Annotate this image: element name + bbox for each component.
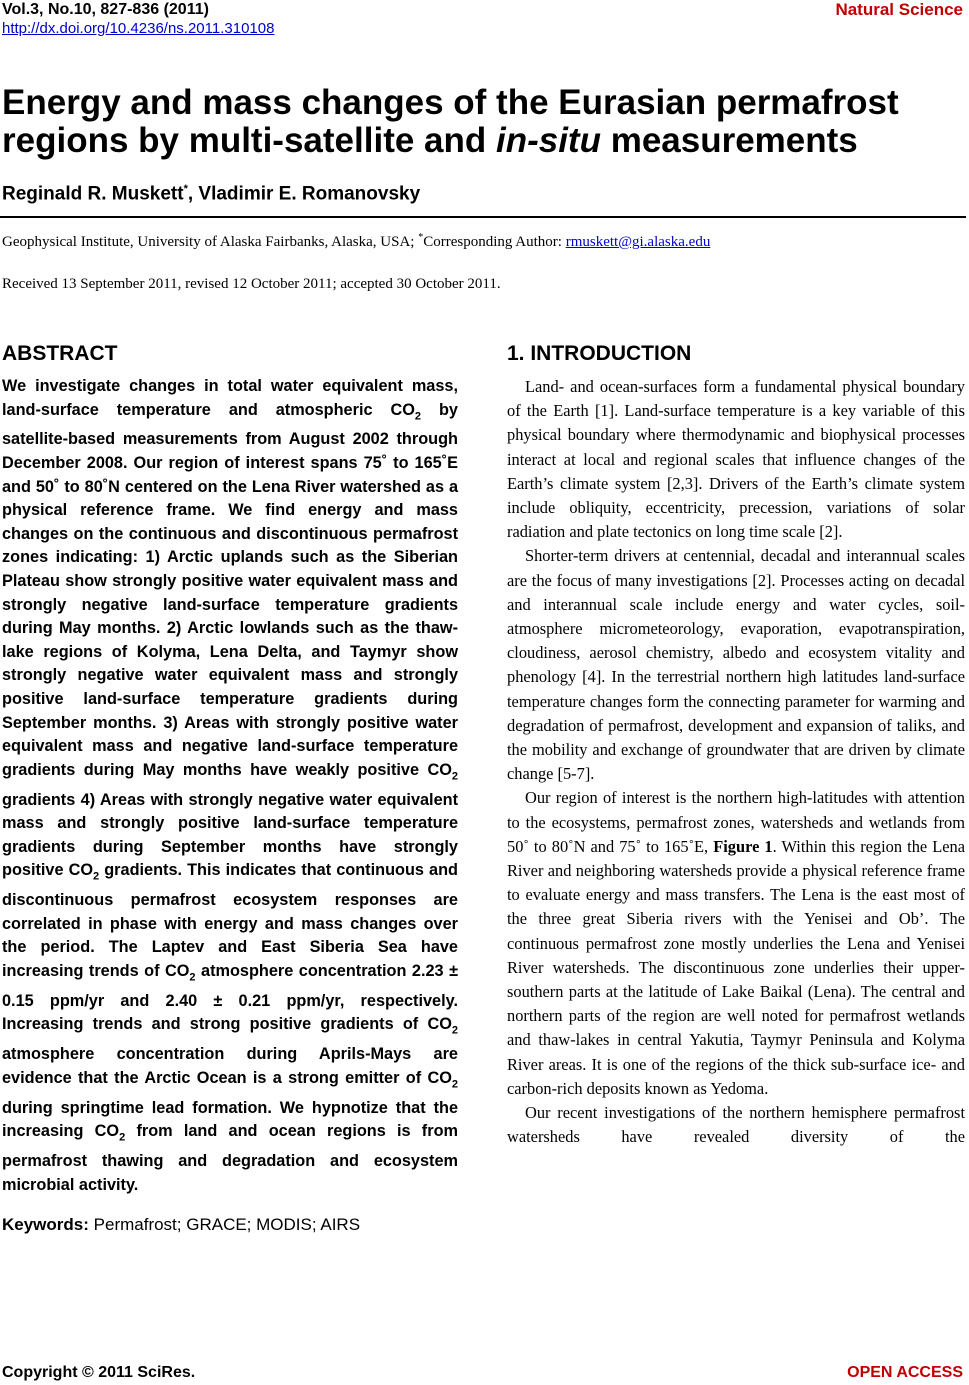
open-access-label: OPEN ACCESS <box>847 1364 963 1381</box>
introduction-column <box>507 342 965 1150</box>
subscript: 2 <box>414 409 422 422</box>
intro-paragraph-2: Shorter-term drivers at centennial, decadal and interannual scales are the focus of many investigations [2]. Processes acting on decadal and interannual scale include energy and water cycles, soil-atmosphere micrometeorology, evaporation, evapotranspiration, cloudiness, aerosol chemistry, albedo and ecosystem vitality and phenology [4]. In the terrestrial northern high latitudes land-surface temperature changes form the connecting parameter for warming and degradation of permafrost, development and expansion of taliks, and the mobility and exchange of groundwater that are driven by climate change [5-7]. <box>507 546 965 784</box>
abstract-segment: gradients. This indicates that continuous and discontinuous permafrost ecosystem responses are correlated in phase with energy and mass changes over the period. The Laptev and East Siberia Sea have increasing trends of CO <box>2 861 458 980</box>
keywords-text: Permafrost; GRACE; MODIS; AIRS <box>88 1215 361 1235</box>
abstract-segment: from land and ocean regions is from permafrost thawing and degradation and ecosystem microbial activity. <box>2 1122 458 1194</box>
title-part2: measurements <box>600 121 858 160</box>
abstract-segment: We investigate changes in total water equivalent mass, land-surface temperature and atmospheric CO <box>2 377 458 419</box>
abstract-segment: atmosphere concentration during Aprils-Mays are evidence that the Arctic Ocean is a strong emitter of CO <box>2 1045 458 1087</box>
abstract-text <box>2 375 458 1197</box>
abstract-column <box>2 342 458 1235</box>
journal-name: Natural Science <box>835 0 963 19</box>
subscript: 2 <box>189 971 196 984</box>
introduction-heading: 1. INTRODUCTION <box>507 342 692 365</box>
intro-paragraph-4: Our recent investigations of the northern hemisphere permafrost watersheds have revealed diversity of the <box>507 1103 965 1147</box>
subscript: 2 <box>451 1078 458 1091</box>
email-link[interactable]: rmuskett@gi.alaska.edu <box>565 234 711 250</box>
title-divider <box>0 216 966 218</box>
copyright-notice: Copyright © 2011 SciRes. <box>2 1364 196 1381</box>
corresponding-label: Corresponding Author: <box>423 234 566 250</box>
abstract-segment: by satellite-based measurements from August 2002 through December 2008. Our region of interest spans 75˚ to 165˚E and 50˚ to 80˚N centered on the Lena River watershed as a physical reference frame. We find energy and mass changes on the continuous and discontinuous permafrost zones indicating: 1) Arctic uplands such as the Siberian Plateau show strongly positive water equivalent mass and strongly negative land-surface temperature gradients during May months. 2) Arctic lowlands such as the thaw-lake regions of Kolyma, Lena Delta, and Taymyr show strongly negative water equivalent mass and strongly positive land-surface temperature gradients during September months. 3) Areas with strongly positive water equivalent mass and negative land-surface temperature gradients during May months have weakly positive CO <box>2 400 458 779</box>
author-first: Reginald R. Muskett <box>2 183 184 205</box>
subscript: 2 <box>451 1024 458 1037</box>
paragraph-segment: . Within this region the Lena River and neighboring watersheds provide a physical reference frame to evaluate energy and mass transfers. The Lena is the east most of the three great Siberia rivers with the Yenisei and Ob’. The continuous permafrost zone mostly underlies the Lena and Yenisei River watersheds. The discontinuous zone underlies their upper-southern parts at the latitude of Lake Baikal (Lena). The central and northern parts of the region are well noted for permafrost wetlands and thaw-lakes in central Yakutia, Taymyr Peninsula and Kolyma River areas. It is one of the regions of the thick sub-surface ice- and carbon-rich deposits known as Yedoma. <box>507 836 965 1098</box>
abstract-segment: during springtime lead formation. We hypnotize that the increasing CO <box>2 1098 458 1141</box>
authors <box>2 183 420 205</box>
citation-text: Vol.3, No.10, 827-836 (2011) <box>2 1 209 18</box>
doi-link[interactable]: http://dx.doi.org/10.4236/ns.2011.310108 <box>2 20 275 37</box>
affiliation-text: Geophysical Institute, University of Alaska Fairbanks, Alaska, USA; <box>2 234 419 250</box>
title-part1: Energy and mass changes of the Eurasian permafrost regions by multi-satellite and <box>2 83 899 160</box>
author-rest: , Vladimir E. Romanovsky <box>187 183 421 205</box>
subscript: 2 <box>119 1131 126 1144</box>
title-italic: in-situ <box>495 121 601 160</box>
received-dates: Received 13 September 2011, revised 12 October 2011; accepted 30 October 2011. <box>2 276 501 292</box>
subscript: 2 <box>93 870 100 883</box>
subscript: 2 <box>451 770 458 782</box>
affiliation <box>2 232 710 251</box>
intro-paragraph-1: Land- and ocean-surfaces form a fundamental physical boundary of the Earth [1]. Land-surface temperature is a key variable of this physical boundary where thermodynamic and biophysical processes interact at local and regional scales that influence changes of the Earth’s climate system [2,3]. Drivers of the Earth’s climate system include obliquity, eccentricity, precession, variations of solar radiation and plate tectonics on long time scale [2]. <box>507 377 965 542</box>
paragraph-segment: Our region of interest is the northern high-latitudes with attention to the ecosystems, permafrost zones, watersheds and wetlands from 50˚ to 80˚N and 75˚ to 165˚E, <box>507 788 965 856</box>
abstract-segment: gradients 4) Areas with strongly negative water equivalent mass and strongly positive land-surface temperature gradients during September months have strongly positive CO <box>2 790 458 880</box>
author-mark: * <box>183 183 188 195</box>
keywords <box>2 1215 458 1235</box>
keywords-label: Keywords: <box>2 1215 89 1235</box>
journal-citation <box>2 0 274 38</box>
intro-paragraph-3 <box>507 786 965 1101</box>
abstract-heading: ABSTRACT <box>2 342 118 365</box>
paper-title <box>2 84 962 160</box>
affiliation-mark: * <box>418 232 424 243</box>
abstract-segment: atmosphere concentration 2.23 ± 0.15 ppm/yr and 2.40 ± 0.21 ppm/yr, respectively. Increasing trends and strong positive gradients of CO <box>2 962 459 1034</box>
figure-reference: Figure 1 <box>713 836 773 856</box>
